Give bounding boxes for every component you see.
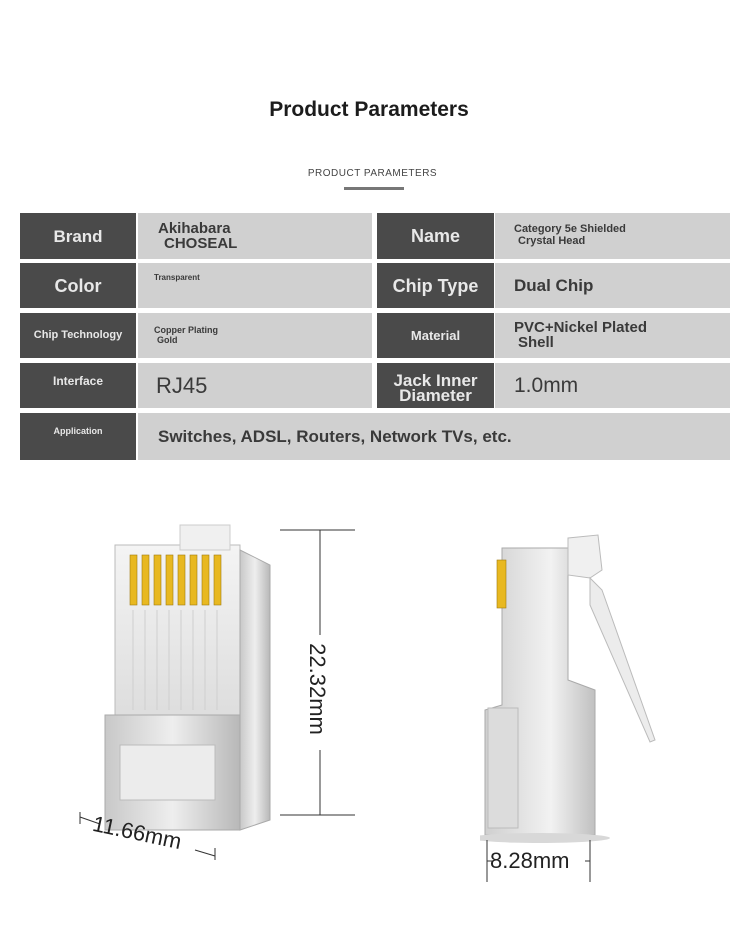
- brand-value-line2: CHOSEAL: [164, 235, 238, 252]
- brand-value-line1: Akihabara: [158, 220, 231, 237]
- interface-value: RJ45: [138, 363, 372, 408]
- page-subtitle: PRODUCT PARAMETERS: [307, 168, 438, 179]
- chip-tech-label: Chip Technology: [20, 313, 136, 358]
- name-value-line1: Category 5e Shielded: [514, 223, 626, 236]
- width-dimension-label: 11.66mm: [90, 810, 184, 855]
- chip-type-label: Chip Type: [377, 263, 494, 308]
- connector-side-illustration: [480, 530, 665, 845]
- depth-dimension-label: 8.28mm: [490, 848, 570, 873]
- application-value: Switches, ADSL, Routers, Network TVs, etc.: [138, 413, 730, 460]
- jack-value: 1.0mm: [495, 363, 730, 408]
- subtitle-underline: [344, 187, 404, 190]
- name-value: [495, 213, 730, 259]
- chip-tech-value-line2: Gold: [157, 334, 178, 345]
- name-label: Name: [377, 213, 494, 259]
- chip-tech-value-line1: Copper Plating: [154, 325, 219, 336]
- jack-label: [377, 363, 494, 408]
- material-label: Material: [377, 313, 494, 358]
- material-value: [495, 313, 730, 358]
- chip-type-value: Dual Chip: [495, 263, 730, 308]
- brand-value: [138, 213, 372, 259]
- name-value-line2: Crystal Head: [518, 235, 586, 247]
- color-value: Transparent: [138, 263, 372, 308]
- application-label: Application: [20, 413, 136, 460]
- connector-front-illustration: [95, 520, 290, 840]
- color-label: Color: [20, 263, 136, 308]
- jack-label-line2: Diameter: [399, 385, 472, 405]
- brand-label: Brand: [20, 213, 136, 259]
- page-title: Product Parameters: [269, 98, 469, 121]
- interface-label: Interface: [20, 363, 136, 408]
- material-value-line1: PVC+Nickel Plated: [514, 319, 647, 337]
- chip-tech-value: [138, 313, 372, 358]
- jack-label-line1: Jack Inner: [393, 371, 478, 391]
- material-value-line2: Shell: [518, 333, 554, 351]
- height-dimension-label: 22.32mm: [305, 643, 330, 735]
